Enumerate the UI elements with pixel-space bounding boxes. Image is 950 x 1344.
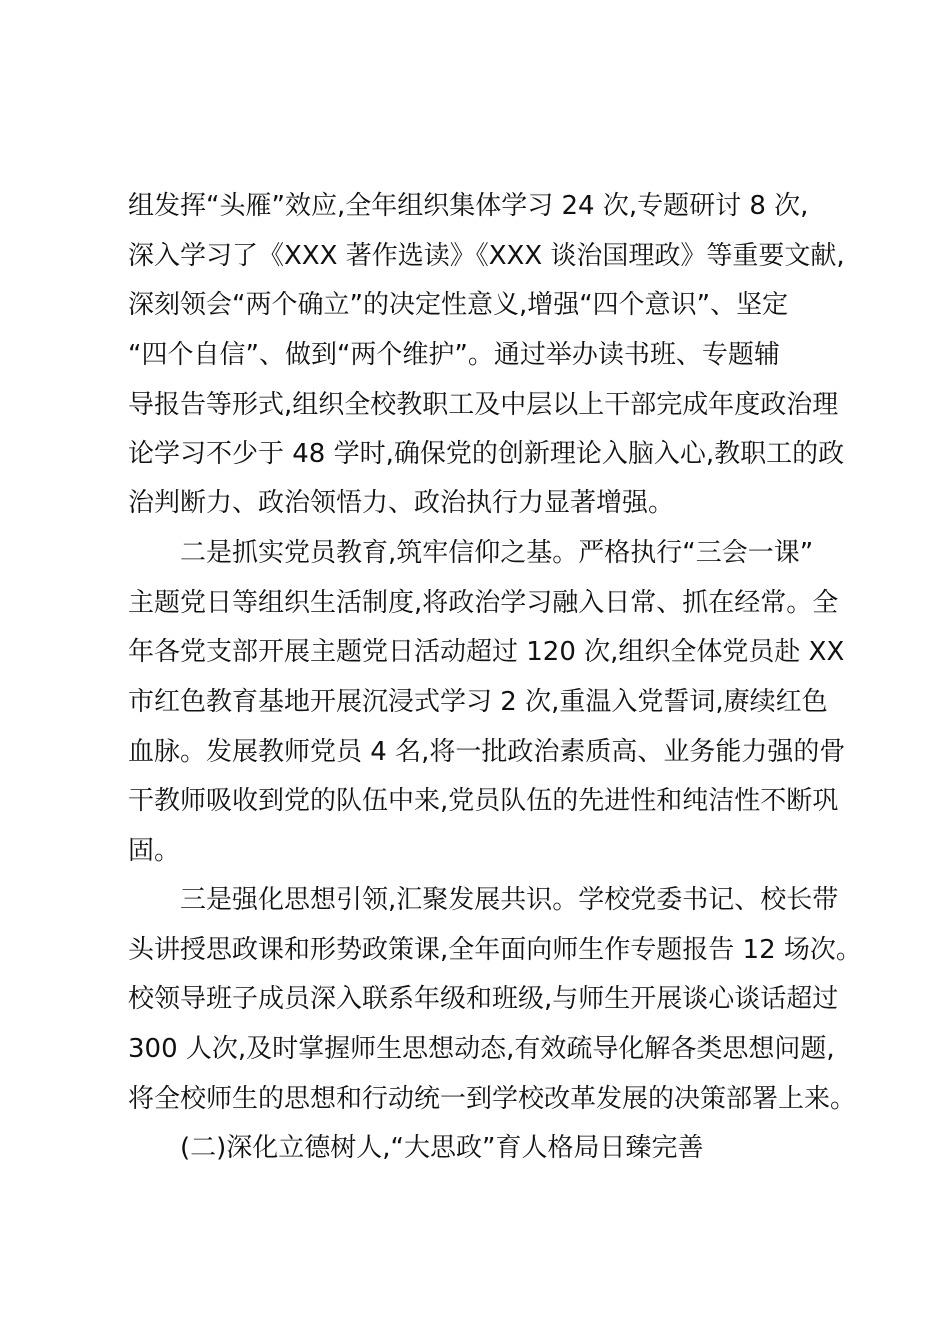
paragraph-1-line-5: 导报告等形式,组织全校教职工及中层以上干部完成年度政治理: [128, 390, 839, 420]
paragraph-1-line-7: 治判断力、政治领悟力、政治执行力显著增强。: [128, 488, 675, 518]
paragraph-3-line-3: 校领导班子成员深入联系年级和班级,与师生开展谈心谈话超过: [128, 984, 839, 1014]
paragraph-2-line-6: 干教师吸收到党的队伍中来,党员队伍的先进性和纯洁性不断巩: [128, 786, 839, 816]
paragraph-2-line-7: 固。: [128, 836, 181, 866]
paragraph-1-line-6: 论学习不少于 48 学时,确保党的创新理论入脑入心,教职工的政: [128, 439, 845, 469]
paragraph-3-line-5: 将全校师生的思想和行动统一到学校改革发展的决策部署上来。: [128, 1084, 857, 1114]
paragraph-3-line-4: 300 人次,及时掌握师生思想动态,有效疏导化解各类思想问题,: [128, 1034, 835, 1064]
paragraph-2-line-3: 年各党支部开展主题党日活动超过 120 次,组织全体党员赴 XX: [128, 637, 845, 667]
paragraph-1-line-2: 深入学习了《XXX 著作选读》《XXX 谈治国理政》等重要文献,: [128, 241, 845, 271]
paragraph-3-line-2: 头讲授思政课和形势政策课,全年面向师生作专题报告 12 场次。: [128, 935, 862, 965]
paragraph-1-line-1: 组发挥“头雁”效应,全年组织集体学习 24 次,专题研讨 8 次,: [128, 191, 809, 221]
paragraph-2-line-2: 主题党日等组织生活制度,将政治学习融入日常、抓在经常。全: [128, 588, 839, 618]
paragraph-2-line-1: 二是抓实党员教育,筑牢信仰之基。严格执行“三会一课”: [180, 538, 814, 568]
paragraph-2-line-4: 市红色教育基地开展沉浸式学习 2 次,重温入党誓词,赓续红色: [128, 687, 828, 717]
paragraph-1-line-3: 深刻领会“两个确立”的决定性意义,增强“四个意识”、坚定: [128, 290, 789, 320]
paragraph-1-line-4: “四个自信”、做到“两个维护”。通过举办读书班、专题辅: [128, 340, 780, 370]
paragraph-3-line-1: 三是强化思想引领,汇聚发展共识。学校党委书记、校长带: [180, 885, 839, 915]
paragraph-2-line-5: 血脉。发展教师党员 4 名,将一批政治素质高、业务能力强的骨: [128, 737, 846, 767]
section-heading: (二)深化立德树人,“大思政”育人格局日臻完善: [180, 1133, 704, 1163]
